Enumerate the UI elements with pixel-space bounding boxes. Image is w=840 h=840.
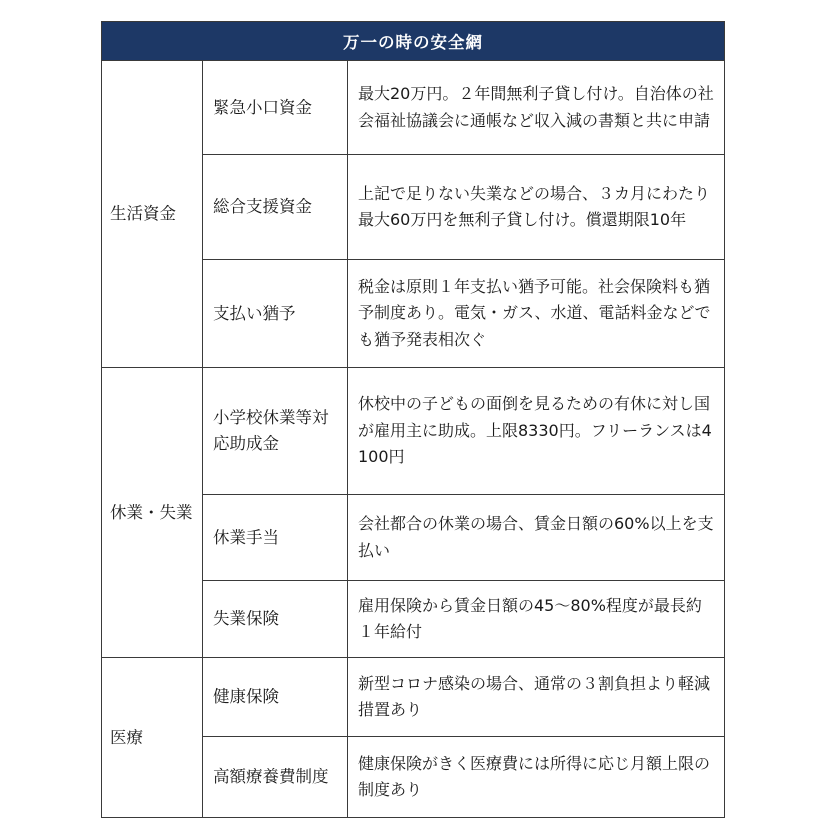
item-school-closure-subsidy: 小学校休業等対応助成金 (203, 368, 348, 495)
category-cell-medical: 医療 (102, 658, 203, 818)
item-health-insurance: 健康保険 (203, 658, 348, 737)
desc-payment-deferral: 税金は原則１年支払い猶予可能。社会保険料も猶予制度あり。電気・ガス、水道、電話料金などでも猶予発表相次ぐ (348, 260, 725, 368)
desc-unemployment-insurance: 雇用保険から賃金日額の45～80%程度が最長約１年給付 (348, 581, 725, 658)
desc-emergency-small-loan: 最大20万円。２年間無利子貸し付け。自治体の社会福祉協議会に通帳など収入減の書類と共に申請 (348, 61, 725, 155)
desc-comprehensive-support-fund: 上記で足りない失業などの場合、３カ月にわたり最大60万円を無利子貸し付け。償還期限10年 (348, 155, 725, 260)
item-payment-deferral: 支払い猶予 (203, 260, 348, 368)
item-high-cost-medical-care: 高額療養費制度 (203, 737, 348, 818)
table-title: 万一の時の安全網 (102, 22, 725, 61)
item-emergency-small-loan: 緊急小口資金 (203, 61, 348, 155)
desc-leave-allowance: 会社都合の休業の場合、賃金日額の60%以上を支払い (348, 495, 725, 581)
item-comprehensive-support-fund: 総合支援資金 (203, 155, 348, 260)
item-unemployment-insurance: 失業保険 (203, 581, 348, 658)
safety-net-table (101, 21, 725, 818)
item-leave-allowance: 休業手当 (203, 495, 348, 581)
desc-health-insurance: 新型コロナ感染の場合、通常の３割負担より軽減措置あり (348, 658, 725, 737)
category-cell-living-funds: 生活資金 (102, 61, 203, 368)
desc-high-cost-medical-care: 健康保険がきく医療費には所得に応じ月額上限の制度あり (348, 737, 725, 818)
desc-school-closure-subsidy: 休校中の子どもの面倒を見るための有休に対し国が雇用主に助成。上限8330円。フリーランスは4100円 (348, 368, 725, 495)
category-cell-leave-unemployment: 休業・失業 (102, 368, 203, 658)
